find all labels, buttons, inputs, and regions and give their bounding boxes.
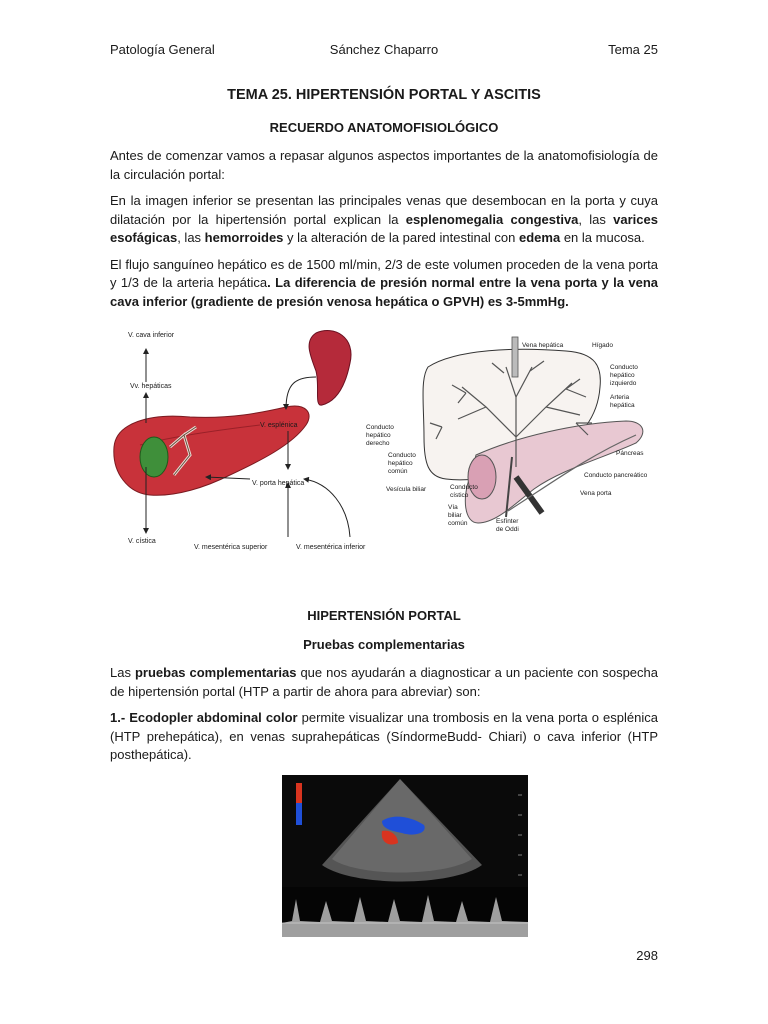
svg-text:Vía: Vía <box>448 504 458 511</box>
paragraph-veins: En la imagen inferior se presentan las principales venas que desembocan en la porta y cuya dilatación por la hipertensión portal explican la esplenomegalia congestiva, las varices esofágicas, las hemorroides y la alteración de la pared intestinal con edema en la mucosa. <box>110 193 658 245</box>
svg-text:Conducto: Conducto <box>610 364 638 371</box>
svg-text:cístico: cístico <box>450 492 469 499</box>
anatomy-figures <box>110 327 658 563</box>
label-pancreas: Páncreas <box>616 450 644 457</box>
svg-text:biliar: biliar <box>448 512 462 519</box>
paragraph-tests-intro: Las pruebas complementarias que nos ayudarán a diagnosticar a un paciente con sospecha de hipertensión portal (HTP a partir de ahora para abreviar) son: <box>110 665 658 699</box>
document-title: TEMA 25. HIPERTENSIÓN PORTAL Y ASCITIS <box>227 87 541 103</box>
portal-venous-diagram <box>110 327 368 563</box>
label-mes-inf: V. mesentérica inferior <box>296 544 366 551</box>
svg-text:hepático: hepático <box>366 432 391 439</box>
svg-text:derecho: derecho <box>366 440 390 447</box>
paragraph-intro: Antes de comenzar vamos a repasar algunos aspectos importantes de la anatomofisiología de la circulación portal: <box>110 148 658 182</box>
label-mes-sup: V. mesentérica superior <box>194 544 268 551</box>
label-esplenica: V. esplénica <box>260 422 298 429</box>
svg-text:Arteria: Arteria <box>610 394 630 401</box>
svg-text:hepático: hepático <box>610 372 635 379</box>
header-topic: Tema 25 <box>608 42 658 57</box>
section-heading-anatomy: RECUERDO ANATOMOFISIOLÓGICO <box>269 119 499 135</box>
header-author: Sánchez Chaparro <box>329 42 439 57</box>
svg-text:Conducto: Conducto <box>366 424 394 431</box>
spleen-shape <box>309 331 351 406</box>
paragraph-ecodopler: 1.- Ecodopler abdominal color permite visualizar una trombosis en la vena porta o esplénica (HTP prehepática), en venas suprahepáticas (SíndormeBudd- Chiari) o cava inferior (HTP posthepática). <box>110 710 658 762</box>
svg-text:hepático: hepático <box>388 460 413 467</box>
section-subheading-tests: Pruebas complementarias <box>303 636 465 652</box>
page-body <box>110 86 658 937</box>
label-cava: V. cava inferior <box>128 332 175 339</box>
label-vesicula: Vesícula biliar <box>386 486 427 493</box>
paragraph-flow: El flujo sanguíneo hepático es de 1500 ml/min, 2/3 de este volumen proceden de la vena porta y 1/3 de la arteria hepática. La diferencia de presión normal entre la vena porta y la vena cava inferior (gradiente de presión venosa hepática o GPVH) es 3-5mmHg. <box>110 256 658 309</box>
svg-text:común: común <box>388 468 408 475</box>
gallbladder-outline <box>468 455 496 499</box>
svg-text:Conducto: Conducto <box>450 484 478 491</box>
biliary-tree-diagram <box>366 327 658 549</box>
gallbladder-shape <box>140 437 168 477</box>
label-vena-porta: Vena porta <box>580 490 612 497</box>
svg-text:de Oddi: de Oddi <box>496 526 519 533</box>
label-vena-hepatica: Vena hepática <box>522 342 564 349</box>
svg-text:izquierdo: izquierdo <box>610 380 637 387</box>
svg-text:Conducto: Conducto <box>388 452 416 459</box>
section-heading-htp: HIPERTENSIÓN PORTAL <box>307 608 461 623</box>
page-header <box>110 42 658 60</box>
label-porta: V. porta hepática <box>252 480 305 487</box>
svg-text:hepática: hepática <box>610 402 635 409</box>
svg-text:común: común <box>448 520 468 527</box>
label-higado: Hígado <box>592 342 613 349</box>
label-conducto-pancreatico: Conducto pancreático <box>584 472 648 479</box>
label-cistica: V. cística <box>128 538 156 545</box>
label-hepaticas: Vv. hepáticas <box>130 383 172 390</box>
page-number: 298 <box>636 948 658 963</box>
header-subject: Patología General <box>110 42 215 57</box>
doppler-ultrasound-image <box>282 775 528 937</box>
svg-text:Esfínter: Esfínter <box>496 518 519 525</box>
